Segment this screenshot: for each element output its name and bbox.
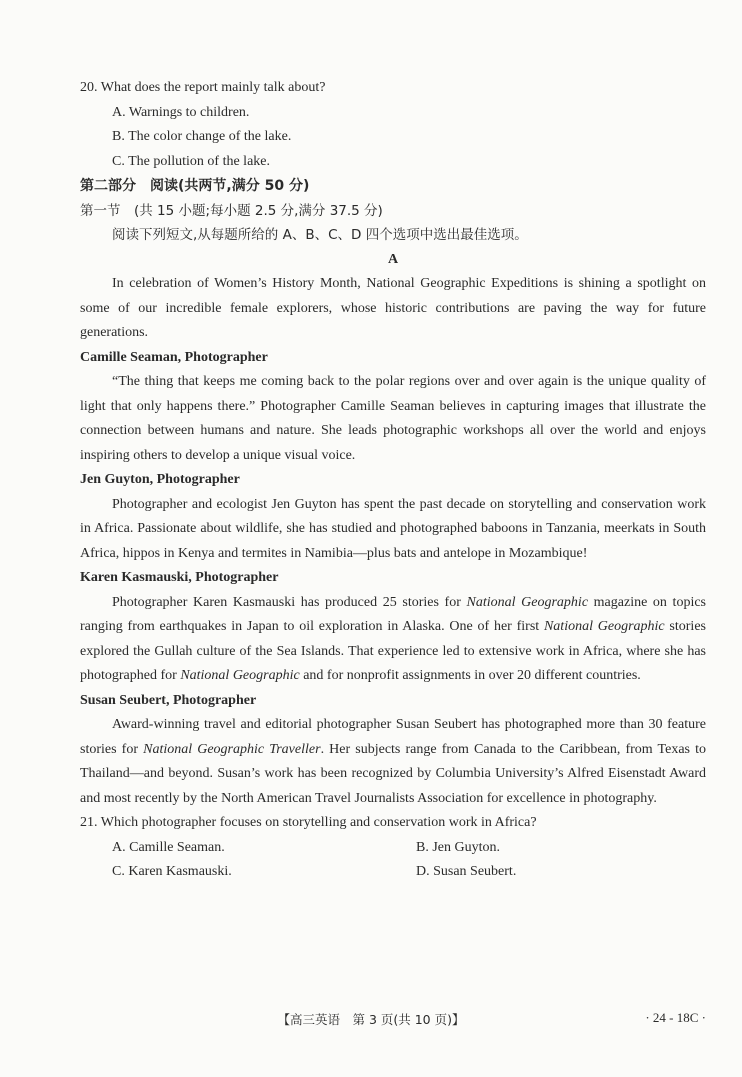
footer-page-info: 【高三英语 第 3 页(共 10 页)】 — [277, 1012, 465, 1027]
q20-option-a: A. Warnings to children. — [112, 104, 250, 120]
q21-option-b: B. Jen Guyton. — [416, 839, 500, 855]
paragraph-karen-kasmauski — [80, 591, 706, 689]
paragraph-jen-guyton: Photographer and ecologist Jen Guyton has spent the past decade on storytelling and conservation work in Africa. Passionate about wildlife, she has studied and photographed baboons in Tanzania, meerkats in South Africa, hippos in Kenya and termites in Namibia—plus bats and antelope in Mozambique! — [80, 496, 706, 561]
text-run: Photographer Karen Kasmauski has produced 25 stories for — [112, 594, 467, 610]
q21-options-row-2 — [80, 860, 706, 885]
q20-option-c: C. The pollution of the lake. — [112, 153, 270, 169]
paragraph-camille-seaman: “The thing that keeps me coming back to the polar regions over and over again is the unique quality of light that only happens there.” Photographer Camille Seaman believes in capturing images that illustrate the connection between humans and nature. She leads photographic workshops all over the world and enjoys inspiring others to develop a unique visual voice. — [80, 374, 706, 463]
q20-option-b: B. The color change of the lake. — [112, 129, 292, 144]
footer-paper-code: · 24 - 18C · — [645, 1010, 706, 1025]
text-run: Award-winning travel and editorial photographer Susan Seubert has photographed more than 30 feature stories for — [80, 717, 706, 757]
magazine-title: National Geographic — [466, 594, 589, 610]
text-run: stories explored the Gullah culture of the Sea Islands. That experience led to extensive work in Africa, where she has photographed for — [80, 619, 706, 683]
part2-title: 第二部分 阅读(共两节,满分 50 分) — [80, 178, 310, 194]
q21-option-d: D. Susan Seubert. — [416, 864, 517, 879]
reading-instruction: 阅读下列短文,从每题所给的 A、B、C、D 四个选项中选出最佳选项。 — [112, 227, 528, 243]
text-run: magazine on topics ranging from earthquakes in Japan to oil exploration in Alaska. One of her first — [80, 594, 706, 634]
paragraph-susan-seubert — [80, 713, 706, 811]
text-run: . Her subjects range from Canada to the Caribbean, from Texas to Thailand—and beyond. Susan’s work has been recognized by Columbia University’s Alfred Eisenstadt Award and most recently by the North American Travel Journalists Association for excellence in photography. — [80, 741, 706, 806]
magazine-title: National Geographic Traveller — [143, 741, 321, 757]
passage-intro: In celebration of Women’s History Month, National Geographic Expeditions is shining a spotlight on some of our incredible female explorers, whose historic contributions are paving the way for future generations. — [80, 276, 706, 340]
passage-label: A — [387, 251, 399, 267]
heading-susan-seubert: Susan Seubert, Photographer — [80, 692, 257, 708]
heading-jen-guyton: Jen Guyton, Photographer — [80, 472, 240, 487]
q21-stem: 21. Which photographer focuses on storytelling and conservation work in Africa? — [80, 815, 537, 830]
q20-stem: 20. What does the report mainly talk about? — [80, 80, 326, 95]
page-content — [80, 76, 706, 885]
section1-title: 第一节 (共 15 小题;每小题 2.5 分,满分 37.5 分) — [80, 202, 383, 219]
q21-option-a: A. Camille Seaman. — [112, 839, 225, 855]
q21-option-c: C. Karen Kasmauski. — [112, 864, 232, 879]
heading-camille-seaman: Camille Seaman, Photographer — [80, 349, 268, 365]
q21-options-row-1 — [80, 836, 706, 861]
magazine-title: National Geographic — [543, 619, 665, 634]
magazine-title: National Geographic — [180, 668, 300, 683]
heading-karen-kasmauski: Karen Kasmauski, Photographer — [80, 570, 279, 585]
text-run: and for nonprofit assignments in over 20 different countries. — [299, 668, 641, 683]
